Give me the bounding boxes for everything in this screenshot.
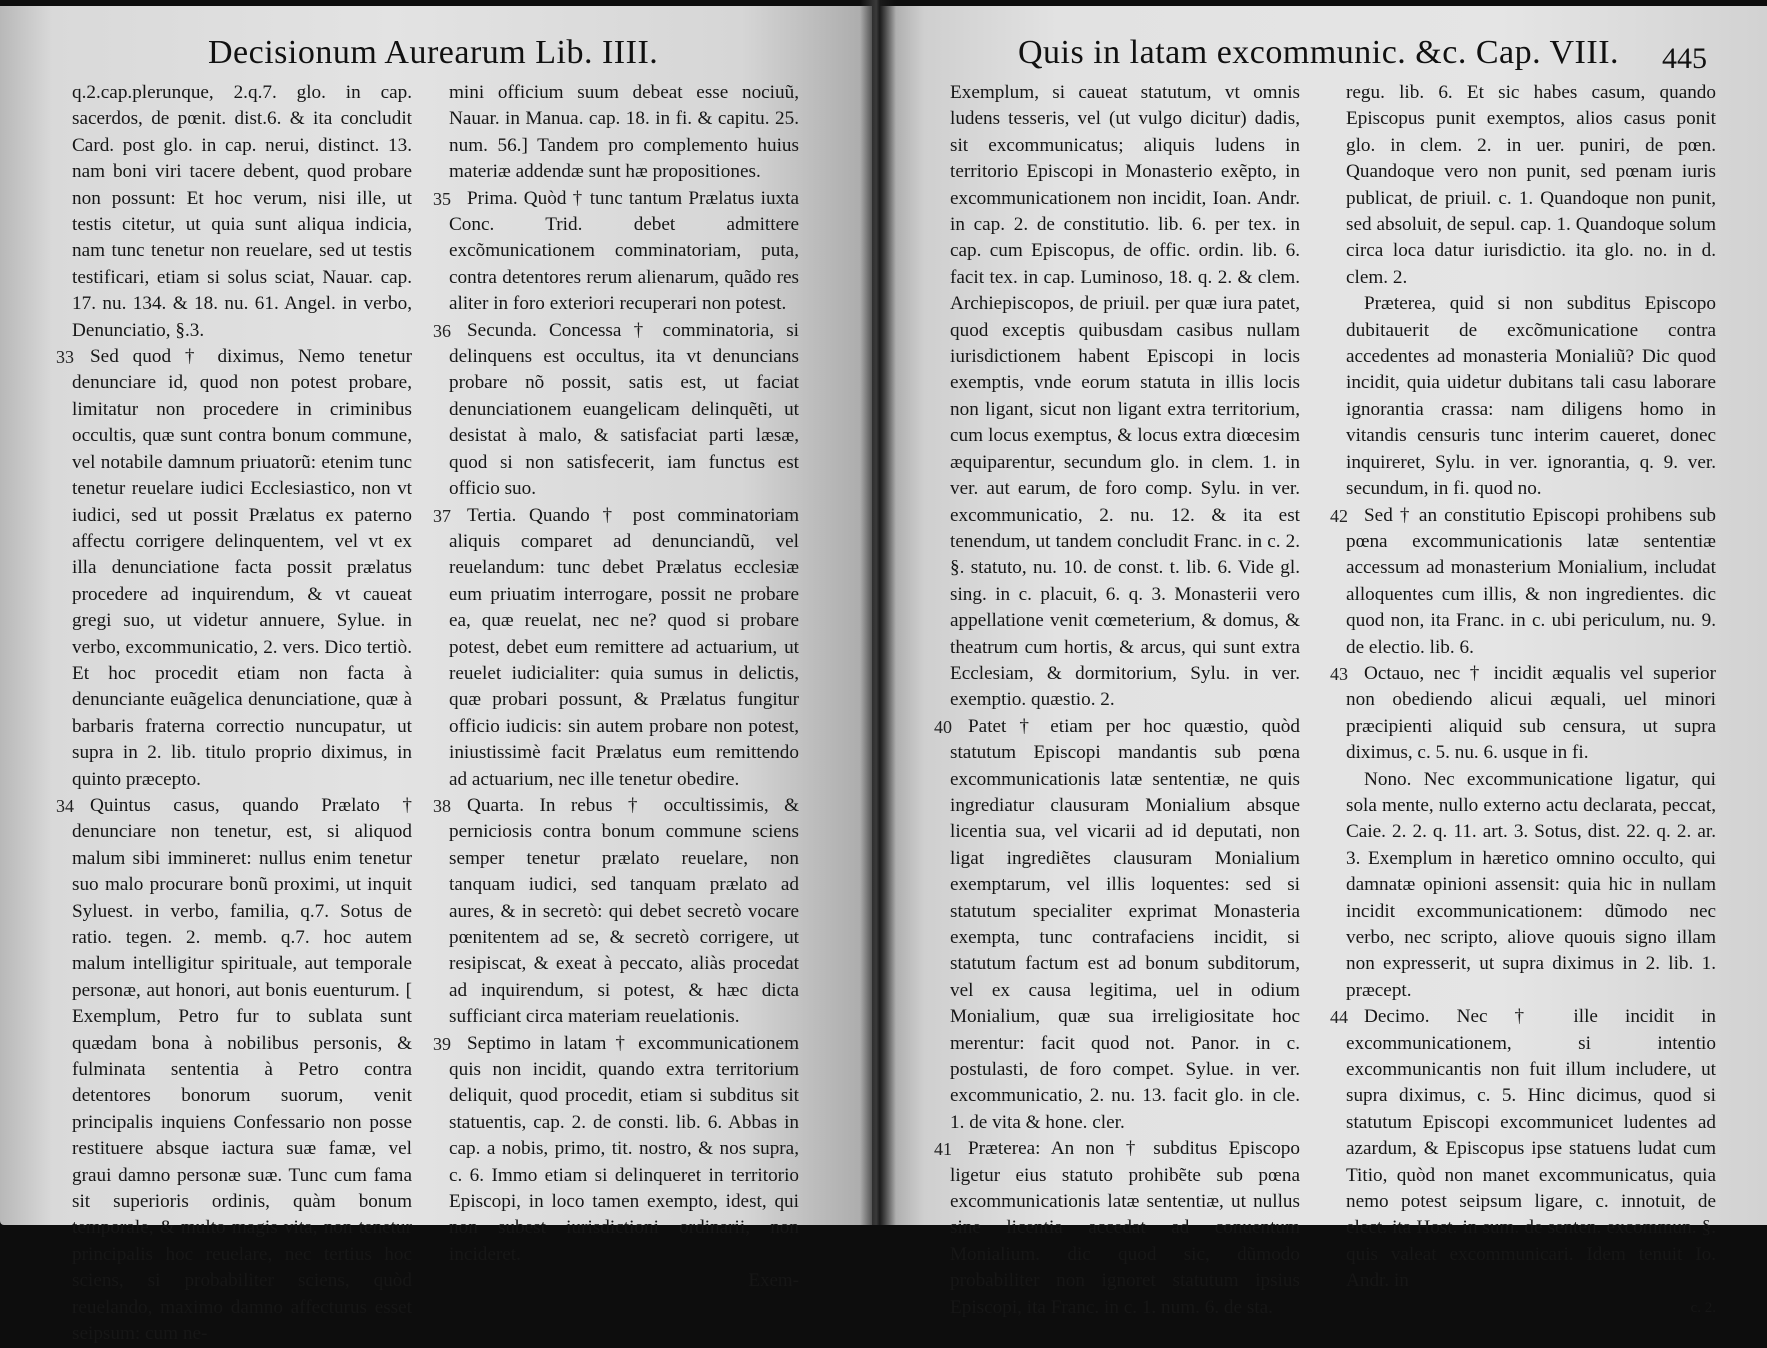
margin-number: 43 <box>1330 663 1348 684</box>
margin-number: 44 <box>1330 1007 1348 1028</box>
paragraph <box>950 80 1300 714</box>
catchword: c. 2. <box>1690 1299 1716 1316</box>
paragraph <box>934 1136 1300 1321</box>
paragraph-text: regu. lib. 6. Et sic habes casum, quando Episcopus punit exemptos, alios casus ponit glo. in clem. 2. in uer. puniri, de pœn. Quandoque vero non punit, sed pœnam iuris publicat, de priuil. c. 1. Quandoque non punit, sed absoluit, de sepul. cap. 1. Quandoque solum circa loca datur iurisdictio. ita glo. no. in d. clem. 2. <box>1346 82 1716 288</box>
paragraph <box>433 503 799 793</box>
paragraph-text: q.2.cap.plerunque, 2.q.7. glo. in cap. sacerdos, de pœnit. dist.6. & ita concludit Card. post glo. in cap. nerui, distinct. 13. nam boni viri tacere debent, quod probare non possunt: Et hoc verum, nisi ille, ut testis citetur, ut quia sunt aliqua indicia, nam tunc tenetur non reuelare, sed ut testis testificari, etiam si solus sciat, Nauar. cap. 17. nu. 134. & 18. nu. 61. Angel. in verbo, Denunciatio, §.3. <box>72 82 412 341</box>
paragraph-text: mini officium suum debeat esse nociuũ, Nauar. in Manua. cap. 18. in fi. & capitu. 25. num. 56.] Tandem pro complemento huius materiæ addendæ sunt hæ propositiones. <box>449 82 799 183</box>
paragraph <box>72 80 412 344</box>
left-column-1 <box>56 80 412 1348</box>
running-head-left: Decisionum Aurearum Lib. IIII. <box>208 34 659 71</box>
right-column-2 <box>1330 80 1716 1321</box>
margin-number: 34 <box>56 795 74 816</box>
paragraph-text: Octauo, nec † incidit æqualis vel superior non obediendo alicui æquali, uel minori præcipienti aliquid sub censura, ut supra diximus, c. 5. nu. 6. usque in fi. <box>1346 662 1716 764</box>
paragraph <box>1330 503 1716 661</box>
paragraph <box>1330 661 1716 767</box>
margin-number: 35 <box>433 188 451 209</box>
page-number: 445 <box>1662 42 1707 75</box>
paragraph <box>1346 80 1716 291</box>
margin-number: 39 <box>433 1033 451 1054</box>
paragraph-text: Sed † an constitutio Episcopi prohibens sub pœna excommunicationis latæ sententiæ accessum ad monasterium Monialium, includat alloquentes cum illis, & non ingredientes. dic quod non, ita Franc. in c. ubi periculum, nu. 9. de electio. lib. 6. <box>1346 504 1716 658</box>
margin-number: 33 <box>56 347 74 368</box>
right-page <box>880 6 1767 1318</box>
right-column-1 <box>934 80 1300 1321</box>
margin-number: 42 <box>1330 505 1348 526</box>
paragraph <box>1346 291 1716 502</box>
running-head-right: Quis in latam excommunic. &c. Cap. VIII. <box>1018 34 1620 71</box>
paragraph-text: Secunda. Concessa † comminatoria, si delinquens est occultus, ita vt denuncians probare nõ possit, satis est, ut faciat denunciationem euangelicam delinquẽti, ut desistat à malo, & satisfaciat parti læsæ, quod si non satisfecerit, iam functus est officio suo. <box>449 319 799 500</box>
paragraph <box>449 80 799 186</box>
paragraph-text: Quintus casus, quando Prælato † denunciare non tenetur, est, si aliquod malum sibi immineret: nullus enim tenetur suo malo procurare bonũ proximi, ut inquit Syluest. in verbo, familia, q.7. Sotus de ratio. tegen. 2. memb. q.7. hoc autem malum intelligitur spirituale, aut temporale personæ, aut honori, aut bonis euenturum. [ Exemplum, Petro fur to sublata sunt quædam bona à nobilibus personis, & fulminata sententia à Petro contra detentores bonorum suorum, venit principalis inquiens Confessario non posse restituere absque iactura suæ famæ, vel graui damno personæ suæ. Tunc cum fama sit superioris ordinis, quàm bonum temporale, & multo magis vita, non tenetur principalis hoc reuelare, nec tertius hoc sciens, si probabiliter sciens, quòd reuelando, maximo damno affecturus esset seipsum: cum ne- <box>72 794 412 1345</box>
paragraph-text: Præterea, quid si non subditus Episcopo dubitauerit de excõmunicatione contra accedentes ad monasteria Monialiũ? Dic quod incidit, quia uidetur dubitans tali casu laborare ignorantia crassa: nam diligens homo in vitandis censuris tunc interim caueret, donec inquireret, Sylu. in ver. ignorantia, q. 9. ver. secundum, in fi. quod no. <box>1346 293 1716 500</box>
paragraph-text: Tertia. Quando † post comminatoriam aliquis comparet ad denunciandũ, vel reuelandum: tunc debet Prælatus ecclesiæ eum priuatim interrogare, possit ne probare ea, quæ reuelat, nec ne? quod si probare potest, debet eum remittere ad actuarium, ut reuelet iudicialiter: quia sumus in delictis, quæ probari possunt, & Prælatus fungitur officio iudicis: sin autem probare non potest, iniustissimè facit Prælatus eum remittendo ad actuarium, nec ille tenetur obedire. <box>449 504 799 790</box>
paragraph-text: Septimo in latam † excommunicationem quis non incidit, quando extra territorium deliquit, quod procedit, etiam si subditus sit statuentis, cap. 2. de consti. lib. 6. Abbas in cap. a nobis, primo, tit. nostro, & nos supra, c. 6. Immo etiam si delinqueret in territorio Episcopi, in loco tamen exempto, idest, qui non subest iurisdictioni ordinarii, non incideret. <box>449 1032 799 1265</box>
catchword: Exem- <box>748 1270 799 1292</box>
margin-number: 41 <box>934 1139 952 1160</box>
paragraph <box>56 344 412 793</box>
paragraph <box>433 318 799 503</box>
paragraph <box>433 1031 799 1269</box>
margin-number: 36 <box>433 320 451 341</box>
margin-number: 40 <box>934 716 952 737</box>
paragraph-text: Præterea: An non † subditus Episcopo ligetur eius statuto prohibẽte sub pœna excommunicationis latæ sententiæ, ut nullus sine licentia accedat ad conuentum Monialium. dic quod sic, dũmodo probabiliter non ignoret statutum ipsius Episcopi, ita Franc. in c. 1. num. 6. de sta. <box>950 1138 1300 1318</box>
margin-number: 37 <box>433 505 451 526</box>
left-column-2 <box>433 80 799 1294</box>
book-gutter <box>860 0 896 1225</box>
paragraph-text: Sed quod † diximus, Nemo tenetur denunciare id, quod non potest probare, limitatur non procedere in criminibus occultis, quæ sunt contra bonum commune, vel notabile damnum priuatorũ: etenim tunc tenetur reuelare iudici Ecclesiastico, non vt iudici, sed ut possit Prælatus ex paterno affectu corrigere delinquentem, vel vt ex illa denunciatione facta possit prælatus procedere ad inquirendum, & vt caueat gregi suo, ut videtur annuere, Sylue. in verbo, excommunicatio, 2. vers. Dico tertiò. Et hoc procedit etiam non facta à denunciante euãgelica denunciatione, quæ à barbaris fraterna correctio nuncupatur, ut supra in 2. lib. titulo proprio diximus, in quinto præcepto. <box>72 346 412 790</box>
paragraph-text: Exemplum, si caueat statutum, vt omnis ludens tesseris, vel (ut vulgo dicitur) dadis, sit excommunicatus; aliquis ludens in territorio Episcopi in Monasterio exẽpto, in excommunicationem non incidit, Ioan. Andr. in cap. 2. de constitutio. lib. 6. per tex. in cap. cum Episcopus, de offic. ordin. lib. 6. facit tex. in cap. Luminoso, 18. q. 2. & clem. Archiepiscopos, de priuil. per quæ iura patet, quod exceptis quibusdam casibus nullam iurisdictionem habent Episcopi in locis exemptis, vnde eorum statuta in illis locis non ligant, sicut non ligant extra territorium, cum locus exemptus, & locus extra diœcesim æquiparentur, secundum glo. in clem. 1. in ver. aut earum, de foro comp. Sylu. in ver. excommunicatio, 2. nu. 12. & ita est tenendum, ut tandem concludit Franc. in c. 2. §. statuto, nu. 10. de const. t. lib. 6. Vide gl. sing. in c. placuit, 6. q. 3. Monasterii vero appellatione venit cœmeterium, & domus, & theatrum cum hortis, & arcus, qui sunt extra Ecclesiam, & dormitorium, Sylu. in ver. exemptio. quæstio. 2. <box>950 82 1300 711</box>
margin-number: 38 <box>433 795 451 816</box>
left-page <box>0 6 872 1345</box>
paragraph <box>433 793 799 1031</box>
paragraph-text: Decimo. Nec † ille incidit in excommunicationem, si intentio excommunicantis non fuit illum includere, ut supra diximus, c. 5. Hinc dicimus, quod si statutum Episcopi excommunicet ludentes ad azardum, & Episcopus ipse statuens ludat cum Titio, quòd non manet excommunicatus, quia nemo potest seipsum ligare, c. innotuit, de elect. ita Host. in sum. de senten. excommun. §. quis valeat excommunicari. Idem tenuit Io. Andr. in <box>1346 1006 1716 1292</box>
paragraph <box>56 793 412 1348</box>
paragraph <box>433 186 799 318</box>
paragraph-text: Prima. Quòd † tunc tantum Prælatus iuxta Conc. Trid. debet admittere excõmunicationem comminatoriam, puta, contra detentores rerum alienarum, quãdo res aliter in foro exteriori recuperari non potest. <box>449 187 799 315</box>
paragraph <box>1346 767 1716 1005</box>
paragraph <box>1330 1004 1716 1294</box>
paragraph-text: Patet † etiam per hoc quæstio, quòd statutum Episcopi mandantis sub pœna excommunicationis latæ sententiæ, ne quis ingrediatur clausuram Monialium absque licentia sua, vel vicarii ad id deputati, non ligat ingrediẽtes clausuram Monialium exemptarum, vel illis loquentes: sed si statutum specialiter exprimat Monasteria exempta, tunc contrafaciens incidit, si statutum factum est ad bonum subditorum, vel ex causa legitima, uel in odium Monialium, quæ sua irreligiositate hoc merentur: facit quod not. Panor. in c. postulasti, de foro compet. Sylue. in ver. excommunicatio, 2. nu. 13. facit glo. in cle. 1. de vita & hone. cler. <box>950 715 1300 1133</box>
paragraph <box>934 714 1300 1137</box>
paragraph-text: Quarta. In rebus † occultissimis, & perniciosis contra bonum commune sciens semper tenetur prælato reuelare, non tanquam iudici, sed tanquam prælato ad aures, & in secretò: qui debet secretò vocare pœnitentem ad se, & secretò corrigere, ut resipiscat, & exeat à peccato, aliàs procedat ad inquirendum, si potest, & hæc dicta sufficiant circa materiam reuelationis. <box>449 794 799 1028</box>
paragraph-text: Nono. Nec excommunicatione ligatur, qui sola mente, nullo externo actu declarata, peccat, Caie. 2. 2. q. 11. art. 3. Sotus, dist. 22. q. 2. ar. 3. Exemplum in hæretico omnino occulto, qui damnatæ opinioni assensit: quia hic in nullam incidit excommunicationem: dũmodo nec verbo, nec scripto, aliove quouis signo illam non expresserit, ut supra diximus in 2. lib. 1. præcept. <box>1346 768 1716 1001</box>
